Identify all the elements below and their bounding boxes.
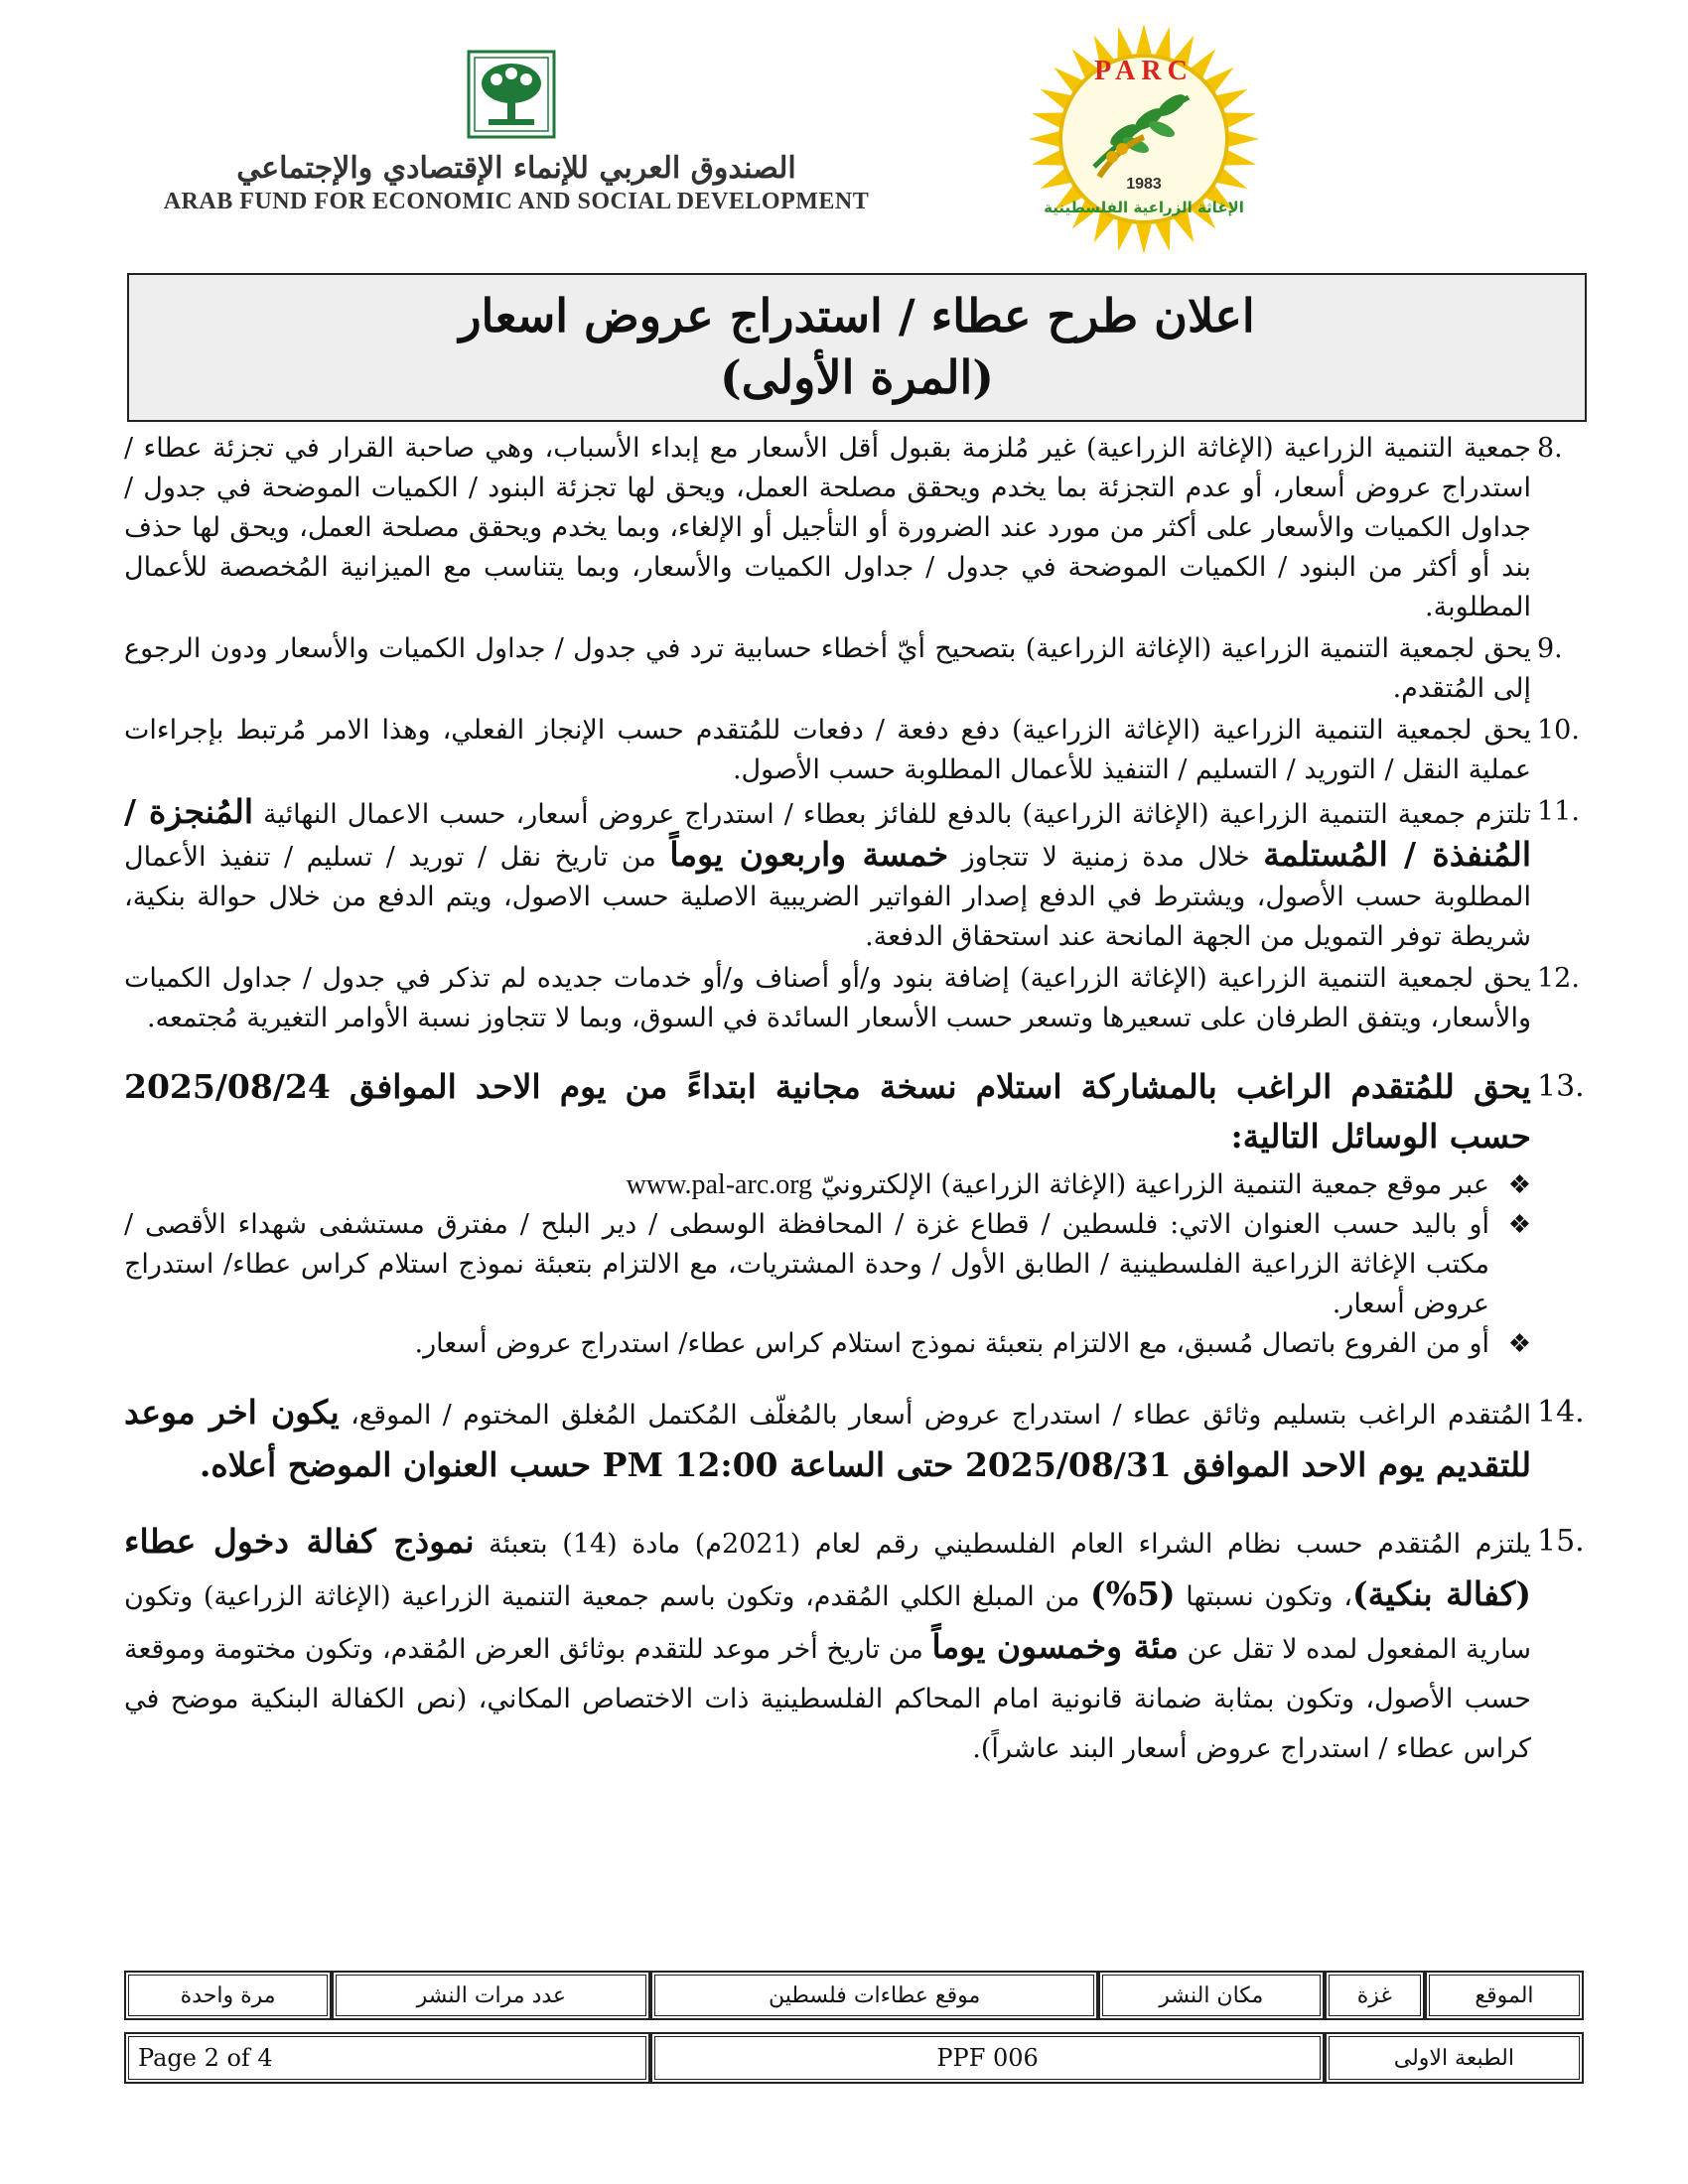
clause-number: 11. [1537, 796, 1580, 827]
diamond-bullet-icon: ❖ [1507, 1329, 1531, 1359]
clause-text: يحق للمُتقدم الراغب بالمشاركة استلام نسخة مجانية ابتداءً من يوم الاحد الموافق 2025/08/24 حسب الوسائل التالية: [124, 1067, 1531, 1156]
parc-logo-text: PARC [1094, 56, 1194, 86]
diamond-bullet-icon: ❖ [1507, 1210, 1531, 1240]
form-code-cell: PPF 006 [650, 2032, 1324, 2084]
table-row [124, 2032, 1584, 2084]
table-cell: عدد مرات النشر [332, 1971, 650, 2020]
clause-bold-part: (5%) [1090, 1574, 1176, 1613]
parc-logo-year: 1983 [1126, 176, 1162, 193]
announcement-title: اعلان طرح عطاء / استدراج عروض اسعار [459, 289, 1255, 342]
website-link[interactable]: www.pal-arc.org [626, 1169, 813, 1200]
clause-text [124, 792, 1531, 957]
footer-table [124, 1971, 1584, 2084]
table-cell: مرة واحدة [124, 1971, 332, 2020]
arab-fund-emblem [467, 50, 556, 139]
parc-logo [1025, 18, 1263, 261]
clause-9 [124, 629, 1579, 709]
receipt-methods-list [124, 1165, 1579, 1364]
sun-ray-icon [1032, 151, 1062, 166]
clause-13 [124, 1062, 1585, 1161]
clause-text-part: المُتقدم الراغب بتسليم وثائق عطاء / استدراج عروض أسعار بالمُغلّف المُكتمل المُغلق المختوم / الموقع، [339, 1400, 1531, 1431]
table-cell: مكان النشر [1098, 1971, 1325, 2020]
clause-11 [124, 792, 1579, 957]
clause-15 [124, 1517, 1585, 1774]
clause-8 [124, 429, 1579, 627]
clause-bold-part: مئة وخمسون يوماً [931, 1627, 1179, 1666]
clause-text-part: تلتزم جمعية التنمية الزراعية (الإغاثة الزراعية) بالدفع للفائز بعطاء / استدراج عروض أسعار، حسب الاعمال النهائية [253, 799, 1531, 830]
sun-ray-icon [1229, 131, 1259, 146]
clause-bold-part: يكون اخر موعد للتقديم يوم الاحد الموافق 2025/08/31 حتى الساعة 12:00 PM حسب العنوان الموضح أعلاه. [124, 1393, 1531, 1484]
table-cell: الموقع [1425, 1971, 1584, 2020]
clause-text-part: من المبلغ الكلي المُقدم، وتكون باسم جمعية التنمية الزراعية (الإغاثة الزراعية) وتكون سارية المفعول لمده لا تقل عن [124, 1581, 1532, 1665]
clause-text-part: يلتزم المُتقدم حسب نظام الشراء العام الفلسطيني رقم لعام (2021م) مادة (14) بتعبئة [474, 1529, 1531, 1560]
list-item-text: عبر موقع جمعية التنمية الزراعية (الإغاثة الزراعية) الإلكترونيّ [820, 1169, 1489, 1200]
clause-number: 12. [1537, 963, 1580, 994]
arab-fund-logo [139, 50, 894, 218]
sun-ray-icon [1136, 24, 1151, 54]
announcement-subtitle: (المرة الأولى) [720, 350, 994, 404]
diamond-bullet-icon: ❖ [1507, 1170, 1531, 1200]
sun-ray-icon [1136, 224, 1151, 254]
clause-number: 15. [1537, 1524, 1585, 1559]
clause-text-part: من تاريخ نقل / توريد / تسليم / تنفيذ الأعمال المطلوبة حسب الأصول، ويشترط في الدفع إصدار الفواتير الضريبية الاصلية حسب الاصول، ويتم الدفع من خلال حوالة بنكية، شريطة توفر التمويل من الجهة المانحة عند استحقاق الدفعة. [124, 842, 1531, 952]
parc-logo-arabic: الإغاثة الزراعية الفلسطينية [1044, 199, 1244, 216]
list-item [124, 1165, 1531, 1205]
clause-number: 13. [1537, 1069, 1585, 1104]
sun-ray-icon [1032, 112, 1062, 127]
list-item [124, 1205, 1531, 1324]
list-item-text: أو من الفروع باتصال مُسبق، مع الالتزام بتعبئة نموذج استلام كراس عطاء/ استدراج عروض أسعار. [414, 1328, 1489, 1359]
sun-ray-icon [1225, 151, 1256, 166]
table-row [124, 1971, 1584, 2020]
clause-number: 14. [1537, 1395, 1585, 1430]
clause-number: 8. [1537, 433, 1563, 464]
sun-ray-icon [1117, 27, 1132, 58]
sun-ray-icon [1156, 220, 1171, 251]
table-cell: غزة [1325, 1971, 1425, 2020]
clause-text: جمعية التنمية الزراعية (الإغاثة الزراعية) غير مُلزمة بقبول أقل الأسعار مع إبداء الأسباب، وهي صاحبة القرار في تجزئة عطاء / استدراج عروض أسعار، أو عدم التجزئة بما يخدم ويحقق مصلحة العمل، ويحق لها تجزئة البنود / الكميات الموضحة في جدول / جداول الكميات والأسعار على أكثر من مورد عند الضرورة أو التأجيل أو الإلغاء، وبما يخدم ويحقق مصلحة العمل، ويحق لها حذف بند أو أكثر من البنود / الكميات الموضحة في جدول / جداول الكميات والأسعار، وبما يتناسب مع الميزانية المُخصصة للأعمال المطلوبة. [124, 433, 1531, 622]
edition-cell: الطبعة الاولى [1325, 2032, 1584, 2084]
page-number-cell: Page 2 of 4 [124, 2032, 650, 2084]
clause-bold-part: المُنجزة / المُنفذة / المُستلمة [124, 792, 1531, 874]
list-item-text: أو باليد حسب العنوان الاتي: فلسطين / قطاع غزة / المحافظة الوسطى / دير البلح / مفترق مستشفى شهداء الأقصى / مكتب الإغاثة الزراعية الفلسطينية / الطابق الأول / وحدة المشتريات، مع الالتزام بتعبئة نموذج استلام كراس عطاء/ استدراج عروض أسعار. [124, 1209, 1489, 1319]
clause-number: 9. [1537, 633, 1563, 664]
arab-fund-name-ar: الصندوق العربي للإنماء الإقتصادي والإجتماعي [236, 151, 796, 186]
clause-10 [124, 711, 1579, 790]
clause-bold-part: نموذج كفالة دخول عطاء (كفالة بنكية) [124, 1522, 1531, 1613]
clause-12 [124, 959, 1579, 1038]
clause-bold-part: خمسة واربعون يوماً [669, 835, 949, 874]
announcement-body [124, 429, 1585, 1776]
clause-text [124, 1517, 1531, 1774]
list-item [124, 1324, 1531, 1364]
clause-text: يحق لجمعية التنمية الزراعية (الإغاثة الزراعية) دفع دفعة / دفعات للمُتقدم حسب الإنجاز الفعلي، وهذا الامر مُرتبط بإجراءات عملية النقل / التوريد / التسليم / التنفيذ للأعمال المطلوبة حسب الأصول. [124, 715, 1531, 785]
clause-text-part: خلال مدة زمنية لا تتجاوز [948, 842, 1264, 873]
clause-number: 10. [1537, 715, 1580, 746]
arab-fund-name-en: ARAB FUND FOR ECONOMIC AND SOCIAL DEVELOPMENT [163, 189, 870, 214]
announcement-title-box [127, 273, 1587, 422]
clause-text [124, 1388, 1531, 1493]
sun-ray-icon [1029, 131, 1058, 146]
clause-text: يحق لجمعية التنمية الزراعية (الإغاثة الزراعية) بتصحيح أيّ أخطاء حسابية ترد في جدول / جداول الكميات والأسعار ودون الرجوع إلى المُتقدم. [124, 633, 1531, 704]
sun-ray-icon [1156, 27, 1171, 58]
clause-text: يحق لجمعية التنمية الزراعية (الإغاثة الزراعية) إضافة بنود و/أو أصناف و/أو خدمات جديده لم تذكر في جدول / جداول الكميات والأسعار، ويتفق الطرفان على تسعيرها وتسعر حسب الأسعار السائدة في السوق، وبما لا تتجاوز نسبة الأوامر التغيرية مُجتمعه. [124, 963, 1531, 1033]
clause-text-part: من تاريخ أخر موعد للتقدم بوثائق العرض المُقدم، وتكون مختومة وموقعة حسب الأصول، وتكون بمثابة ضمانة قانونية امام المحاكم الفلسطينية ذات الاختصاص المكاني، (نص الكفالة البنكية موضح في كراس عطاء / استدراج عروض أسعار البند عاشراً). [124, 1634, 1531, 1764]
clause-text-part: ، وتكون نسبتها [1175, 1581, 1353, 1612]
clause-14 [124, 1388, 1585, 1493]
table-cell: موقع عطاءات فلسطين [650, 1971, 1097, 2020]
sun-ray-icon [1117, 220, 1132, 251]
sun-ray-icon [1225, 112, 1256, 127]
